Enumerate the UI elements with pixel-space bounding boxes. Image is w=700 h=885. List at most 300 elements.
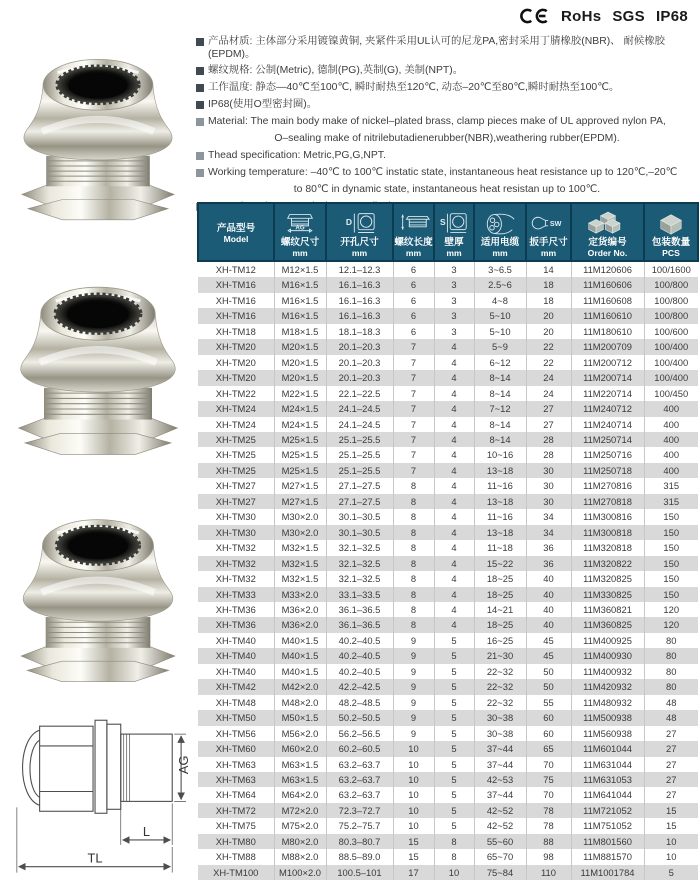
table-row [198,571,698,586]
ip68-logo: IP68 [655,7,688,25]
info-text: 产品材质: 主体部分采用镀镍黄铜, 夹紧件采用UL认可的尼龙PA,密封采用丁腈橡胶(NBR)、 耐候橡胶(EPDM)。 [208,36,666,60]
table-cell: 8~14 [474,432,526,447]
table-cell: 4 [434,571,474,586]
table-cell: 6 [393,293,434,308]
table-row [198,679,698,694]
table-cell: 36 [526,556,571,571]
table-cell: 32.1–32.5 [326,571,393,586]
table-cell: XH-TM32 [215,557,256,569]
technical-drawing [4,698,192,882]
table-row [198,509,698,524]
table-cell: 150 [644,571,698,586]
table-cell: 28 [526,432,571,447]
table-cell: 100.5–101 [326,865,393,880]
table-cell: 15 [393,834,434,849]
table-cell: 24.1–24.5 [326,417,393,432]
table-cell: 9 [393,710,434,725]
table-row [198,803,698,818]
gland-front-d-icon [343,211,377,237]
table-cell: 5 [434,710,474,725]
table-cell: M40×1.5 [274,664,326,679]
table-row [198,849,698,864]
table-cell: 5 [434,787,474,802]
table-cell: 45 [526,648,571,663]
table-cell: XH-TM36 [215,603,256,615]
table-cell: M30×2.0 [274,509,326,524]
info-line [196,167,698,180]
table-cell: M32×1.5 [274,556,326,571]
table-cell: 75~84 [474,865,526,880]
col-wrench-size: SW 扳手尺寸 mm [527,204,570,260]
table-cell: 8 [393,478,434,493]
table-cell: 27 [644,772,698,787]
table-cell: 4 [434,401,474,416]
table-cell: 55~60 [474,834,526,849]
table-cell: 150 [644,540,698,555]
table-cell: 400 [644,401,698,416]
table-cell: 8 [393,494,434,509]
table-row [198,540,698,555]
table-cell: M22×1.5 [274,386,326,401]
table-row [198,432,698,447]
table-cell: 11M270818 [571,494,644,509]
spec-table [197,202,697,880]
table-cell: 60.2–60.5 [326,741,393,756]
table-cell: 42~52 [474,803,526,818]
table-cell: 33.1–33.5 [326,587,393,602]
table-cell: 18 [526,293,571,308]
table-cell: 11M180610 [571,324,644,339]
table-cell: M48×2.0 [274,695,326,710]
table-row [198,818,698,833]
table-cell: 7 [393,370,434,385]
table-cell: 10 [393,818,434,833]
product-photo-3 [8,494,188,694]
table-cell: 27.1–27.5 [326,478,393,493]
table-cell: XH-TM27 [215,480,256,492]
table-cell: 16.1–16.3 [326,293,393,308]
carton-stack-icon [586,211,630,237]
table-cell: 4 [434,617,474,632]
bullet-icon [196,67,204,75]
table-cell: XH-TM16 [215,279,256,291]
table-cell: 34 [526,509,571,524]
table-cell: 9 [393,648,434,663]
table-cell: XH-TM56 [215,727,256,739]
table-cell: 5 [434,633,474,648]
table-cell: 11M320822 [571,556,644,571]
table-cell: 11M300816 [571,509,644,524]
table-cell: 70 [526,787,571,802]
table-cell: 315 [644,494,698,509]
table-cell: 56.2–56.5 [326,726,393,741]
table-row [198,648,698,663]
table-cell: 8~14 [474,370,526,385]
table-cell: M32×1.5 [274,540,326,555]
table-cell: 21~30 [474,648,526,663]
table-cell: 315 [644,478,698,493]
table-cell: 27 [644,787,698,802]
product-photo-1 [8,34,188,232]
info-text: 螺纹规格: 公制(Metric), 德制(PG),英制(G), 美制(NPT)。 [208,65,464,77]
table-cell: 7 [393,417,434,432]
svg-text:AG: AG [295,224,305,232]
table-cell: 8 [393,602,434,617]
table-row [198,741,698,756]
table-cell: 8~14 [474,417,526,432]
table-cell: 11M360825 [571,617,644,632]
table-cell: 3 [434,277,474,292]
table-cell: 22 [526,339,571,354]
table-cell: 4 [434,463,474,478]
table-cell: XH-TM24 [215,418,256,430]
table-cell: 9 [393,679,434,694]
table-cell: 16.1–16.3 [326,277,393,292]
table-cell: 40 [526,571,571,586]
table-row [198,308,698,323]
table-cell: 14 [526,261,571,277]
table-cell: 6 [393,324,434,339]
table-cell: XH-TM75 [215,820,256,832]
table-row [198,710,698,725]
table-cell: 78 [526,818,571,833]
table-cell: M27×1.5 [274,478,326,493]
table-cell: 7 [393,447,434,462]
sgs-logo: SGS [612,7,645,25]
table-cell: 13~18 [474,463,526,478]
table-cell: 28 [526,447,571,462]
table-cell: 36.1–36.5 [326,602,393,617]
table-cell: 7~12 [474,401,526,416]
info-list [196,36,698,217]
table-cell: 150 [644,556,698,571]
bullet-icon [196,152,204,160]
col-cable-range: 适用电缆 mm [475,204,525,260]
table-cell: 110 [526,865,571,880]
table-cell: 11M631044 [571,757,644,772]
wall-thickness-s-icon [439,211,469,237]
table-cell: M100×2.0 [274,865,326,880]
table-row [198,602,698,617]
table-cell: 98 [526,849,571,864]
table-cell: 11M400925 [571,633,644,648]
table-cell: XH-TM25 [215,464,256,476]
table-cell: 70 [526,757,571,772]
table-cell: M60×2.0 [274,741,326,756]
table-cell: 6 [393,308,434,323]
bullet-icon [196,169,204,177]
table-cell: 11M751052 [571,818,644,833]
table-cell: M27×1.5 [274,494,326,509]
table-cell: 11M250716 [571,447,644,462]
table-cell: M56×2.0 [274,726,326,741]
table-cell: XH-TM40 [215,665,256,677]
table-cell: 11M250714 [571,432,644,447]
table-cell: M32×1.5 [274,571,326,586]
info-line [196,133,698,146]
table-cell: 4 [434,602,474,617]
table-cell: 11M601044 [571,741,644,756]
col-order-no: 定货编号 Order No. [572,204,643,260]
table-cell: 5 [434,664,474,679]
table-cell: 20.1–20.3 [326,339,393,354]
table-cell: M36×2.0 [274,617,326,632]
table-cell: 25.1–25.5 [326,447,393,462]
table-row [198,695,698,710]
table-cell: 4 [434,339,474,354]
table-cell: 18~25 [474,587,526,602]
table-cell: XH-TM25 [215,433,256,445]
table-cell: 42~53 [474,772,526,787]
table-cell: 100/1600 [644,261,698,277]
table-cell: XH-TM30 [215,526,256,538]
table-cell: 11M200714 [571,370,644,385]
table-row [198,757,698,772]
table-cell: 5~10 [474,308,526,323]
table-cell: 5~9 [474,339,526,354]
svg-text:D: D [345,216,352,227]
table-cell: 55 [526,695,571,710]
table-cell: 20 [526,324,571,339]
table-cell: M18×1.5 [274,324,326,339]
table-cell: 25.1–25.5 [326,432,393,447]
table-cell: 11~16 [474,509,526,524]
table-cell: 6 [393,277,434,292]
info-text: O–sealing make of nitrilebutadienerubber(NBR),weathering rubber(EPDM). [274,132,620,144]
table-cell: XH-TM25 [215,449,256,461]
table-cell: M25×1.5 [274,447,326,462]
info-line [196,82,698,95]
table-cell: 48 [644,695,698,710]
table-cell: 18.1–18.3 [326,324,393,339]
table-cell: 78 [526,803,571,818]
table-cell: 400 [644,417,698,432]
table-row [198,556,698,571]
table-cell: 11M220714 [571,386,644,401]
table-cell: 65~70 [474,849,526,864]
info-line [196,99,698,112]
table-cell: XH-TM72 [215,804,256,816]
table-cell: 4 [434,417,474,432]
table-cell: XH-TM30 [215,511,256,523]
table-cell: M75×2.0 [274,818,326,833]
cable-icon [484,211,516,237]
table-cell: 22~32 [474,695,526,710]
table-cell: 100/400 [644,339,698,354]
table-cell: XH-TM20 [215,341,256,353]
table-cell: M80×2.0 [274,834,326,849]
table-cell: XH-TM27 [215,495,256,507]
table-cell: 8~14 [474,386,526,401]
table-cell: 12.1–12.3 [326,261,393,277]
table-cell: 400 [644,463,698,478]
wrench-sw-icon [531,211,567,237]
carton-icon [654,211,688,237]
table-cell: 10 [644,834,698,849]
table-cell: 100/400 [644,370,698,385]
table-cell: 2.5~6 [474,277,526,292]
table-cell: M40×1.5 [274,648,326,663]
col-thread-length: 螺纹长度 mm [394,204,433,260]
table-cell: 60 [526,710,571,725]
table-cell: 5 [434,818,474,833]
table-cell: M12×1.5 [274,261,326,277]
table-cell: 11M480932 [571,695,644,710]
table-cell: 9 [393,695,434,710]
ce-mark-icon [519,6,550,26]
table-cell: M33×2.0 [274,587,326,602]
table-cell: 8 [434,834,474,849]
table-cell: 18 [526,277,571,292]
table-cell: M40×1.5 [274,633,326,648]
table-cell: 15 [393,849,434,864]
table-cell: 27.1–27.5 [326,494,393,509]
table-cell: M25×1.5 [274,432,326,447]
table-cell: 8 [393,540,434,555]
table-cell: 3 [434,293,474,308]
table-cell: 32.1–32.5 [326,556,393,571]
table-cell: XH-TM12 [215,264,256,275]
table-cell: 10 [393,757,434,772]
table-cell: 24 [526,370,571,385]
table-cell: 11M560938 [571,726,644,741]
table-cell: 20.1–20.3 [326,370,393,385]
table-cell: XH-TM80 [215,835,256,847]
table-row [198,417,698,432]
table-cell: M24×1.5 [274,417,326,432]
table-header-row [198,203,698,261]
info-line [196,36,698,61]
table-cell: 400 [644,432,698,447]
table-cell: 10 [393,772,434,787]
table-cell: 4~8 [474,293,526,308]
table-cell: 20 [526,308,571,323]
table-cell: M30×2.0 [274,525,326,540]
table-cell: 75 [526,772,571,787]
bullet-icon [196,101,204,109]
table-cell: M20×1.5 [274,355,326,370]
table-cell: 8 [393,587,434,602]
table-cell: 4 [434,525,474,540]
table-cell: 11M160608 [571,293,644,308]
table-cell: 37~44 [474,741,526,756]
table-cell: 45 [526,633,571,648]
table-cell: 4 [434,447,474,462]
info-text: 工作温度: 静态—40℃至100℃, 瞬时耐热至120℃, 动态–20℃至80℃,瞬时耐热至100℃。 [208,82,620,94]
table-cell: XH-TM42 [215,681,256,693]
table-cell: 11M250718 [571,463,644,478]
table-cell: 50 [526,679,571,694]
table-cell: 40 [526,587,571,602]
table-cell: 34 [526,525,571,540]
table-cell: 7 [393,432,434,447]
table-cell: XH-TM20 [215,372,256,384]
table-cell: 50.2–50.5 [326,710,393,725]
table-cell: 8 [393,509,434,524]
rohs-logo: RoHs [560,7,602,25]
table-cell: 32.1–32.5 [326,540,393,555]
table-cell: XH-TM63 [215,758,256,770]
table-cell: 11M160610 [571,308,644,323]
table-row [198,463,698,478]
table-cell: M24×1.5 [274,401,326,416]
table-cell: 8 [393,525,434,540]
table-cell: 10 [393,787,434,802]
table-cell: 11M881570 [571,849,644,864]
table-cell: 22 [526,355,571,370]
table-cell: 3~6.5 [474,261,526,277]
table-cell: 4 [434,587,474,602]
table-cell: 17 [393,865,434,880]
table-cell: 11M120606 [571,261,644,277]
table-row [198,664,698,679]
table-cell: 27 [644,741,698,756]
table-row [198,355,698,370]
table-cell: M72×2.0 [274,803,326,818]
col-model: 产品型号 Model [216,222,256,244]
table-cell: 11M270816 [571,478,644,493]
table-cell: 11M641044 [571,787,644,802]
table-cell: 4 [434,540,474,555]
table-cell: 7 [393,463,434,478]
table-cell: 22~32 [474,664,526,679]
table-cell: 42~52 [474,818,526,833]
table-cell: M50×1.5 [274,710,326,725]
table-cell: 5 [434,726,474,741]
table-cell: 11M300818 [571,525,644,540]
table-cell: XH-TM24 [215,403,256,415]
table-cell: 13~18 [474,494,526,509]
table-row [198,386,698,401]
col-hole-size: D 开孔尺寸 mm [327,204,392,260]
table-cell: 27 [526,401,571,416]
table-cell: XH-TM18 [215,325,256,337]
table-row [198,401,698,416]
table-cell: 11M721052 [571,803,644,818]
table-cell: XH-TM40 [215,634,256,646]
table-cell: 100/400 [644,355,698,370]
table-cell: 88.5–89.0 [326,849,393,864]
table-cell: 11M400930 [571,648,644,663]
table-cell: 4 [434,355,474,370]
table-cell: M88×2.0 [274,849,326,864]
table-cell: XH-TM50 [215,712,256,724]
table-cell: M20×1.5 [274,339,326,354]
info-text: Material: The main body make of nickel–plated brass, clamp pieces make of UL approved nylon PA, [208,116,666,128]
table-cell: 11M200709 [571,339,644,354]
table-cell: 48.2–48.5 [326,695,393,710]
info-text: Working temperature: –40℃ to 100℃ instatic state, instantaneous heat resistance up to 120℃,–20℃ [208,166,678,178]
table-cell: M20×1.5 [274,370,326,385]
table-cell: M63×1.5 [274,757,326,772]
table-cell: 150 [644,509,698,524]
table-cell: 100/800 [644,308,698,323]
table-cell: 16~25 [474,633,526,648]
table-cell: 36.1–36.5 [326,617,393,632]
table-cell: 40 [526,617,571,632]
table-cell: XH-TM48 [215,696,256,708]
table-cell: 22.1–22.5 [326,386,393,401]
table-cell: M16×1.5 [274,277,326,292]
table-cell: XH-TM33 [215,588,256,600]
table-cell: 48 [644,710,698,725]
table-cell: XH-TM64 [215,789,256,801]
table-row [198,587,698,602]
table-cell: 3 [434,261,474,277]
spec-table-body [198,261,698,880]
table-cell: 4 [434,478,474,493]
table-cell: 9 [393,726,434,741]
